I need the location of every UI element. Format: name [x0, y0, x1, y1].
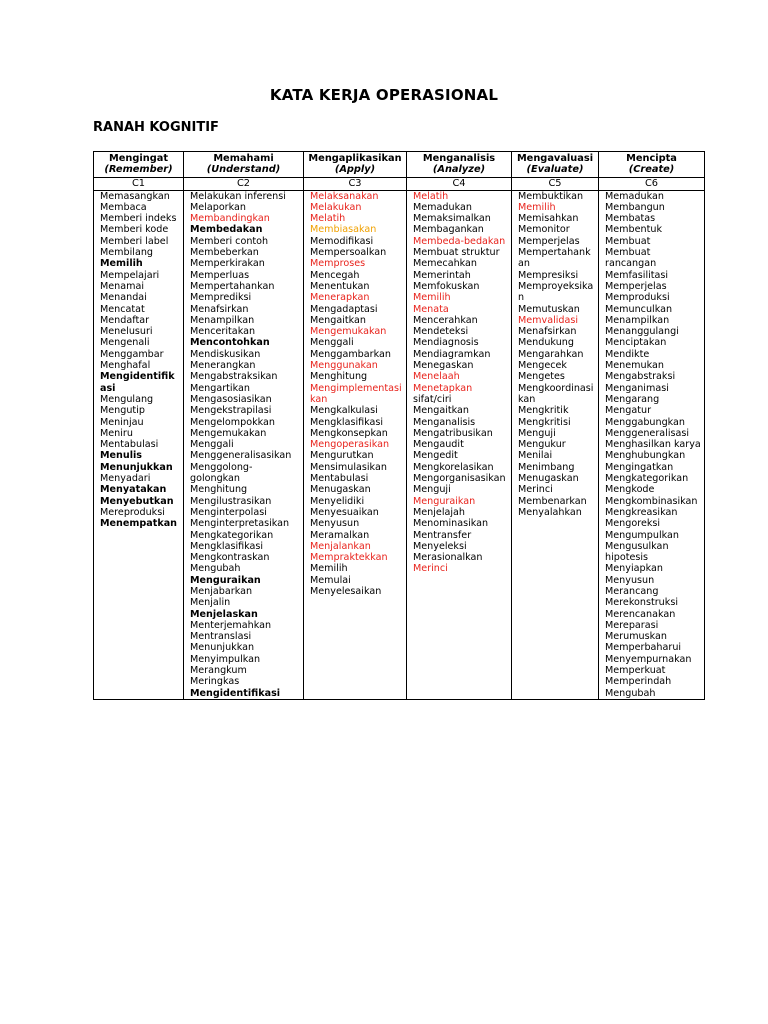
verb-item: Mengubah — [605, 687, 656, 699]
verb-item: Mengurutkan — [310, 450, 374, 462]
code-c1: C1 — [94, 177, 184, 190]
verb-item: Menamai — [100, 280, 145, 292]
verb-item: Mereparasi — [605, 619, 659, 631]
verb-item: Menyeleksi — [413, 540, 467, 552]
verbs-column-c1 — [94, 190, 184, 699]
verb-item: Menggeneralisasikan — [190, 450, 292, 462]
verb-item: Memperkuat — [605, 665, 666, 677]
verb-item: Mengulang — [100, 393, 154, 405]
verb-item: Menugaskan — [310, 484, 371, 496]
verb-item: Mengkalkulasi — [310, 405, 378, 417]
header-c4 — [407, 152, 512, 178]
verb-item: Menerangkan — [190, 360, 256, 372]
verb-item: Memadukan — [605, 190, 664, 202]
verb-item: Meramalkan — [310, 529, 370, 541]
verb-item: Menyesuaikan — [310, 506, 379, 518]
verb-item: Memperluas — [190, 269, 250, 281]
verb-item: Melaksanakan — [310, 190, 379, 202]
verb-item: Mentabulasi — [310, 473, 369, 485]
verb-item: Melatih — [413, 190, 449, 202]
verb-item: Memberi kode — [100, 224, 169, 236]
verb-item: Mendikte — [605, 348, 650, 360]
verb-item: Merancang — [605, 585, 659, 597]
verb-item: Mengarang — [605, 393, 660, 405]
verb-item: Menyalahkan — [518, 506, 582, 518]
operational-verbs-table — [93, 151, 705, 700]
verb-item: Mempelajari — [100, 269, 160, 281]
verbs-column-c2 — [184, 190, 304, 699]
header-c6 — [599, 152, 705, 178]
verb-item: Menterjemahkan — [190, 619, 272, 631]
verb-item: Menguji — [518, 427, 556, 439]
column-name: Mencipta — [626, 153, 677, 164]
verb-item: Mengukur — [518, 439, 566, 451]
verb-item: Menghafal — [100, 360, 151, 372]
verb-item: Membagankan — [413, 224, 484, 236]
verb-item: Menyempurnakan — [605, 653, 692, 665]
verb-item: Membiasakan — [310, 224, 377, 236]
document-title: KATA KERJA OPERASIONAL — [269, 86, 499, 104]
verb-item: Menyiapkan — [605, 563, 663, 575]
verb-item: Mengidentifikasi — [190, 687, 281, 699]
verb-item: Mendiagramkan — [413, 348, 491, 360]
verb-item: Mengusulkan hipotesis — [605, 540, 669, 564]
verb-item: Mempersoalkan — [310, 247, 387, 259]
verbs-row — [94, 190, 705, 699]
verb-item: Mengecek — [518, 360, 567, 372]
verb-item: Mengkreasikan — [605, 506, 678, 518]
verb-item: Memperjelas — [605, 280, 667, 292]
verb-item: Mengemukakan — [310, 326, 387, 338]
verb-item: Mengoreksi — [605, 518, 661, 530]
verb-item: Mengenali — [100, 337, 150, 349]
verb-item: Memisahkan — [518, 213, 579, 225]
verb-item: Mengilustrasikan — [190, 495, 272, 507]
verb-item: Menunjukkan — [100, 461, 173, 473]
verb-item: Memilih — [518, 201, 556, 213]
verbs-column-c4 — [407, 190, 512, 699]
verb-item: Memaksimalkan — [413, 213, 491, 225]
code-c3: C3 — [304, 177, 407, 190]
verb-item: Menominasikan — [413, 518, 489, 530]
verbs-column-c3 — [304, 190, 407, 699]
verb-item: Mengutip — [100, 405, 145, 417]
column-name: Menganalisis — [422, 153, 496, 164]
verb-item: Membedakan — [190, 224, 263, 236]
verb-item: Memunculkan — [605, 303, 673, 315]
verb-item: Membandingkan — [190, 213, 270, 225]
verb-item: Menginterpolasi — [190, 506, 267, 518]
verb-item: Menggolong-golongkan — [190, 461, 253, 485]
verb-item: Melakukan inferensi — [190, 190, 286, 202]
verbs-column-c6 — [599, 190, 705, 699]
document-subtitle: RANAH KOGNITIF — [93, 120, 219, 135]
code-c2: C2 — [184, 177, 304, 190]
verb-item: Menetapkan — [413, 382, 473, 394]
verb-item: Mentransfer — [413, 529, 472, 541]
verb-item: Melatih — [310, 213, 346, 225]
verb-item: Menegaskan — [413, 360, 474, 372]
verb-item: Mengkorelasikan — [413, 461, 494, 473]
verb-item: Meringkas — [190, 676, 240, 688]
verb-item: Memulai — [310, 574, 351, 586]
verb-item: Menghitung — [310, 371, 368, 383]
verb-item: Memproduksi — [605, 292, 670, 304]
verb-item: Menelaah — [413, 371, 460, 383]
verb-item: Memerintah — [413, 269, 471, 281]
verb-item: Menelusuri — [100, 326, 153, 338]
verb-item: Menandai — [100, 292, 147, 304]
verb-item: Memadukan — [413, 201, 472, 213]
verb-item: Mengkonsepkan — [310, 427, 388, 439]
verb-item: Mempertahankan — [518, 247, 591, 270]
verb-item: Mengimplementasikan — [310, 382, 402, 405]
verb-item: Menampilkan — [190, 314, 255, 326]
verb-item: Merinci — [413, 563, 448, 575]
verb-item: Mengatur — [605, 405, 652, 417]
verb-item: Menampilkan — [605, 314, 670, 326]
code-c6: C6 — [599, 177, 705, 190]
verb-item: Mengingatkan — [605, 461, 674, 473]
verb-item: Memperbaharui — [605, 642, 682, 654]
verb-item: Menguji — [413, 484, 451, 496]
verb-item: Mendiagnosis — [413, 337, 479, 349]
verb-item: Mempraktekkan — [310, 552, 388, 564]
verb-item: Membeda-bedakan — [413, 235, 506, 247]
verb-item: Menanggulangi — [605, 326, 679, 338]
verb-item: Menyadari — [100, 473, 151, 485]
verb-item: Menggali — [310, 337, 354, 349]
verb-item: Menunjukkan — [190, 642, 255, 654]
verb-item: Memproyeksikan — [518, 280, 594, 304]
verb-item: Memilih — [100, 258, 143, 270]
verb-item: Membilang — [100, 247, 153, 259]
verb-item: Mengklasifikasi — [190, 540, 264, 552]
verb-item: Merumuskan — [605, 631, 667, 643]
verb-item: Mengklasifikasi — [310, 416, 384, 428]
verb-item: Memprediksi — [190, 292, 252, 304]
verb-item: Mengemukakan — [190, 427, 267, 439]
verb-item: Mempresiksi — [518, 269, 579, 281]
code-c5: C5 — [512, 177, 599, 190]
header-c5 — [512, 152, 599, 178]
verb-item: Membatas — [605, 213, 656, 225]
verb-item: Membeberkan — [190, 247, 259, 259]
verb-item: Memperindah — [605, 676, 672, 688]
verb-item: Membuat struktur — [413, 247, 500, 259]
header-c2 — [184, 152, 304, 178]
verb-item: Menceritakan — [190, 326, 256, 338]
verb-item: Menafsirkan — [190, 303, 249, 315]
verb-item: Mengabstraksikan — [190, 371, 278, 383]
verb-item: Memberi indeks — [100, 213, 177, 225]
verb-item: Menugaskan — [518, 473, 579, 485]
verb-item: Membaca — [100, 201, 147, 213]
code-c4: C4 — [407, 177, 512, 190]
verb-item: Melakukan — [310, 201, 362, 213]
verb-item: Mengadaptasi — [310, 303, 378, 315]
column-english: (Create) — [628, 164, 675, 176]
verb-item: Memberi contoh — [190, 235, 269, 247]
verb-item: Menggali — [190, 439, 234, 451]
verb-item: Mengasosiasikan — [190, 393, 272, 405]
column-english: (Understand) — [206, 164, 281, 176]
verb-item: Mereproduksi — [100, 506, 165, 518]
verb-item: Menyimpulkan — [190, 653, 261, 665]
verb-item: Mengarahkan — [518, 348, 584, 360]
verb-item: Mencatat — [100, 303, 145, 315]
column-english: (Remember) — [104, 164, 173, 176]
verb-item: Mendukung — [518, 337, 574, 349]
verb-item: Mendaftar — [100, 314, 150, 326]
verb-item: Melaporkan — [190, 201, 246, 213]
verb-item: Mengubah — [190, 563, 241, 575]
verb-item: Menyebutkan — [100, 495, 174, 507]
header-row — [94, 152, 705, 178]
verb-item: Menggabungkan — [605, 416, 686, 428]
verb-item: Mentranslasi — [190, 631, 252, 643]
verb-item: Mendeteksi — [413, 326, 469, 338]
verb-item: Mengkritisi — [518, 416, 571, 428]
verb-item: Menguraikan — [413, 495, 476, 507]
verb-item: Memperjelas — [518, 235, 580, 247]
verb-item: Mengumpulkan — [605, 529, 679, 541]
verb-item: Menilai — [518, 450, 553, 462]
verb-item: Membuat rancangan — [605, 247, 657, 270]
verb-item: Mencontohkan — [190, 337, 270, 349]
verb-item: Menggunakan — [310, 360, 378, 372]
verb-item: Meniru — [100, 427, 133, 439]
verb-item: Menggambar — [100, 348, 164, 360]
verb-item: Mengkritik — [518, 405, 569, 417]
verb-item: Menafsirkan — [518, 326, 577, 338]
verb-item: Menghubungkan — [605, 450, 686, 462]
verb-item: Menulis — [100, 450, 143, 462]
verb-item: Menguraikan — [190, 574, 261, 586]
verb-item: Mengkategorikan — [605, 473, 689, 485]
verb-item: Mengatribusikan — [413, 427, 493, 439]
verb-item: Memvalidasi — [518, 314, 579, 326]
column-name: Mengavaluasi — [516, 153, 594, 164]
verb-item: Merasionalkan — [413, 552, 483, 564]
verb-item: Membenarkan — [518, 495, 587, 507]
verb-item: Mengkoordinasikan — [518, 382, 594, 405]
verb-item: Mengkombinasikan — [605, 495, 698, 507]
verb-item: Menentukan — [310, 280, 370, 292]
verb-item: Menyelidiki — [310, 495, 365, 507]
verb-item: Mengedit — [413, 450, 458, 462]
verb-item: Merangkum — [190, 665, 247, 677]
verb-item: Membangun — [605, 201, 665, 213]
verb-item: Menghasilkan karya — [605, 439, 701, 451]
verb-item: Menginterpretasikan — [190, 518, 290, 530]
verb-item: Mengartikan — [190, 382, 250, 394]
verb-item: Memutuskan — [518, 303, 580, 315]
verb-item: Mentabulasi — [100, 439, 159, 451]
verb-item: Merinci — [518, 484, 553, 496]
verb-item: Memodifikasi — [310, 235, 374, 247]
verb-item: Memperkirakan — [190, 258, 265, 270]
verb-item: Menghitung — [190, 484, 248, 496]
verb-item: Mengekstrapilasi — [190, 405, 272, 417]
verb-item: Mendiskusikan — [190, 348, 261, 360]
verb-item: Memproses — [310, 258, 366, 270]
verb-item: Menciptakan — [605, 337, 667, 349]
verb-item: Mengorganisasikan — [413, 473, 506, 485]
verb-item: Memasangkan — [100, 190, 170, 202]
verb-item: Memfokuskan — [413, 280, 480, 292]
verb-item: Mempertahankan — [190, 280, 275, 292]
verb-item: Menyusun — [605, 574, 655, 586]
verb-item: Menggeneralisasi — [605, 427, 690, 439]
verb-item: Mengetes — [518, 371, 565, 383]
header-c3 — [304, 152, 407, 178]
verb-item: Merekonstruksi — [605, 597, 678, 609]
code-row — [94, 177, 705, 190]
verb-item: Memecahkan — [413, 258, 478, 270]
verb-item: Menata — [413, 303, 449, 315]
column-english: (Analyze) — [432, 164, 486, 176]
verb-item: Membuat — [605, 235, 651, 247]
verb-item: Mencegah — [310, 269, 360, 281]
verb-item: Menggambarkan — [310, 348, 391, 360]
verb-item: Menjelajah — [413, 506, 465, 518]
verb-item: Mengoperasikan — [310, 439, 390, 451]
verb-item: Menempatkan — [100, 518, 177, 530]
verb-item: Memilih — [413, 292, 451, 304]
verb-item: Menganalisis — [413, 416, 476, 428]
verb-item: Mengaudit — [413, 439, 464, 451]
verb-item: Mengkategorikan — [190, 529, 274, 541]
verb-item: Mengaitkan — [413, 405, 470, 417]
verb-item: Menemukan — [605, 360, 664, 372]
verb-item: Menjelaskan — [190, 608, 258, 620]
verb-item: Mengidentifikasi — [100, 371, 175, 394]
verb-item: Mensimulasikan — [310, 461, 387, 473]
header-c1 — [94, 152, 184, 178]
verb-item: Menjalankan — [310, 540, 371, 552]
verb-item: sifat/ciri — [413, 393, 452, 405]
verb-item: Membentuk — [605, 224, 662, 236]
verb-item: Merencanakan — [605, 608, 676, 620]
verb-item: Mengelompokkan — [190, 416, 275, 428]
verb-item: Menerapkan — [310, 292, 370, 304]
verb-item: Menyusun — [310, 518, 360, 530]
verb-item: Memonitor — [518, 224, 570, 236]
verbs-column-c5 — [512, 190, 599, 699]
verb-item: Mengaitkan — [310, 314, 367, 326]
verb-item: Mengkontraskan — [190, 552, 270, 564]
verb-item: Membuktikan — [518, 190, 584, 202]
verb-item: Menyatakan — [100, 484, 167, 496]
verb-item: Memberi label — [100, 235, 169, 247]
verb-item: Mencerahkan — [413, 314, 478, 326]
verb-item: Menganimasi — [605, 382, 669, 394]
verb-item: Memilih — [310, 563, 348, 575]
column-name: Mengaplikasikan — [308, 153, 402, 164]
column-english: (Evaluate) — [526, 164, 584, 176]
verb-item: Mengabstraksi — [605, 371, 676, 383]
verb-item: Mengkode — [605, 484, 655, 496]
verb-item: Memfasilitasi — [605, 269, 669, 281]
verb-item: Menyelesaikan — [310, 585, 382, 597]
verb-item: Menjabarkan — [190, 585, 253, 597]
column-name: Mengingat — [108, 153, 169, 164]
verb-item: Menimbang — [518, 461, 575, 473]
column-name: Memahami — [213, 153, 274, 164]
verb-item: Meninjau — [100, 416, 144, 428]
verb-item: Menjalin — [190, 597, 231, 609]
column-english: (Apply) — [334, 164, 376, 176]
